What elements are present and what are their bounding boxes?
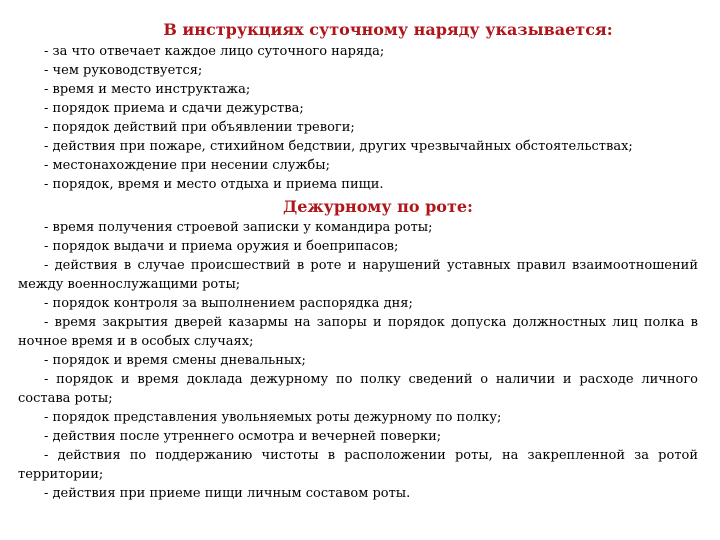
duty-detail-list [18, 42, 698, 194]
list-item: - порядок представления увольняемых роты дежурному по полку; [44, 410, 502, 425]
list-item: - за что отвечает каждое лицо суточного наряда; [44, 44, 385, 59]
list-item: - действия после утреннего осмотра и вечерней поверки; [44, 429, 442, 444]
list-item: - время закрытия дверей казармы на запоры и порядок допуска должностных лиц полка в ночное время и в особых случаях; [18, 315, 698, 349]
list-item: - действия при приеме пищи личным составом роты. [44, 486, 411, 501]
list-item: - местонахождение при несении службы; [44, 158, 330, 173]
list-item: - действия при пожаре, стихийном бедствии, других чрезвычайных обстоятельствах; [44, 139, 633, 154]
list-item: - порядок действий при объявлении тревоги; [44, 120, 355, 135]
list-item: - порядок выдачи и приема оружия и боеприпасов; [44, 239, 399, 254]
list-item: - время получения строевой записки у командира роты; [44, 220, 433, 235]
list-item: - порядок контроля за выполнением распорядка дня; [44, 296, 413, 311]
list-item: - порядок и время смены дневальных; [44, 353, 306, 368]
list-item: - действия в случае происшествий в роте и нарушений уставных правил взаимоотношений между военнослужащими роты; [18, 258, 698, 292]
company-duty-list [18, 218, 698, 503]
list-item: - порядок и время доклада дежурному по полку сведений о наличии и расходе личного состава роты; [18, 372, 698, 406]
list-item: - порядок, время и место отдыха и приема пищи. [44, 177, 384, 192]
section-heading-company-duty: Дежурному по роте: [283, 197, 473, 216]
list-item: - действия по поддержанию чистоты в расположении роты, на закрепленной за ротой территории; [18, 448, 698, 482]
list-item: - время и место инструктажа; [44, 82, 251, 97]
list-item: - порядок приема и сдачи дежурства; [44, 101, 304, 116]
section-heading-duty-detail: В инструкциях суточному наряду указывается: [163, 20, 613, 39]
list-item: - чем руководствуется; [44, 63, 203, 78]
document-page [18, 20, 698, 503]
